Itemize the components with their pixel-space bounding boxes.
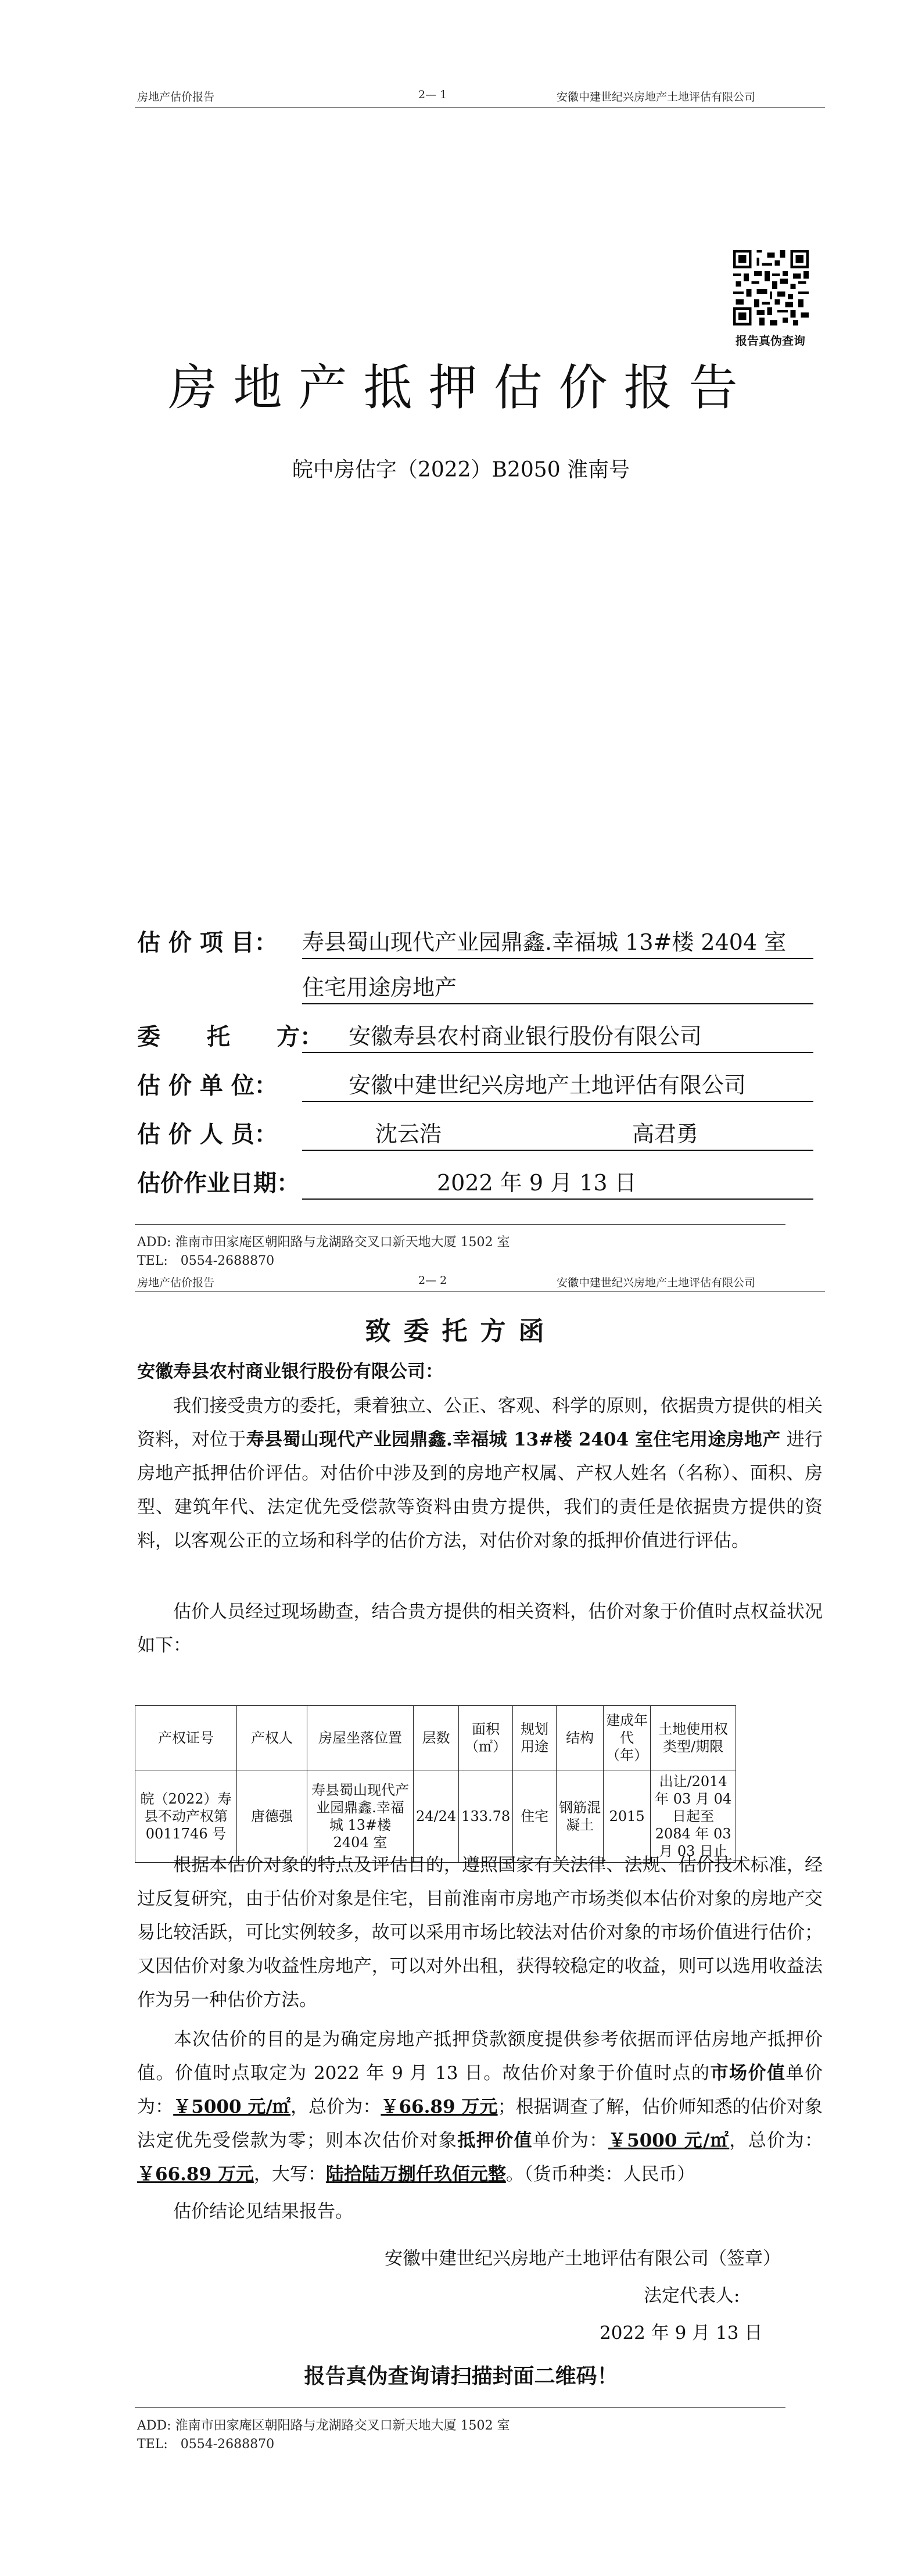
field-value-date: 2022 年 9 月 13 日 bbox=[437, 1170, 637, 1196]
page1-footer-rule bbox=[135, 1224, 785, 1225]
signature-legal-rep: 法定代表人: bbox=[644, 2285, 740, 2306]
underline-project-1 bbox=[302, 958, 813, 959]
p1-property-name: 寿县蜀山现代产业园鼎鑫.幸福城 13#楼 2404 室住宅用途房地产 bbox=[246, 1429, 781, 1450]
field-value-project-2: 住宅用途房地产 bbox=[302, 975, 457, 1000]
field-label-unit: 估 价 单 位： bbox=[137, 1072, 278, 1099]
table-header-cell: 面积（㎡） bbox=[459, 1706, 513, 1770]
page2-header-right: 安徽中建世纪兴房地产土地评估有限公司 bbox=[557, 1276, 756, 1289]
underline-client bbox=[302, 1052, 813, 1053]
table-cell: 唐德强 bbox=[237, 1770, 307, 1863]
underline-project-2 bbox=[302, 1003, 813, 1004]
report-title: 房地产抵押估价报告 bbox=[168, 359, 754, 416]
table-header-cell: 房屋坐落位置 bbox=[307, 1706, 414, 1770]
p4-text-k: ，总价为： bbox=[729, 2130, 823, 2151]
field-label-appraisers: 估 价 人 员： bbox=[137, 1121, 278, 1148]
page1-header-left: 房地产估价报告 bbox=[137, 91, 215, 103]
table-header-cell: 产权证号 bbox=[135, 1706, 237, 1770]
page2-header-page: 2— 2 bbox=[418, 1274, 447, 1287]
p4-text-c: 单价为： bbox=[137, 2063, 823, 2117]
table-header-cell: 建成年代（年） bbox=[604, 1706, 651, 1770]
p4-market-value-label: 市场价值 bbox=[710, 2063, 786, 2084]
field-label-project: 估 价 项 目： bbox=[137, 929, 278, 956]
field-label-client: 委 托 方： bbox=[137, 1023, 323, 1050]
field-value-project: 寿县蜀山现代产业园鼎鑫.幸福城 13#楼 2404 室 bbox=[302, 929, 787, 955]
page2-footer-tel: TEL: 0554-2688870 bbox=[137, 2437, 275, 2452]
table-header-cell: 土地使用权类型/期限 bbox=[651, 1706, 736, 1770]
p1-text-c: 进行房地产抵押估价评估。对估价中涉及到的房地产权属、产权人姓名（名称）、面积、房型、建筑年代、法定优先受偿款等资料由贵方提供，我们的责任是依据贵方提供的资料，以客观公正的立场和科学的估价方法，对估价对象的抵押价值进行评估。 bbox=[137, 1429, 823, 1551]
p4-mortgage-value-label: 抵押价值 bbox=[457, 2130, 533, 2151]
property-info-table bbox=[135, 1705, 736, 1863]
field-value-appraiser-2: 高君勇 bbox=[632, 1121, 699, 1147]
qr-code-icon bbox=[733, 250, 809, 325]
table-header-cell: 产权人 bbox=[237, 1706, 307, 1770]
letter-paragraph-3 bbox=[137, 1848, 823, 2017]
signature-company: 安徽中建世纪兴房地产土地评估有限公司（签章） bbox=[385, 2248, 781, 2269]
page2-footer-address: ADD: 淮南市田家庵区朝阳路与龙湖路交叉口新天地大厦 1502 室 bbox=[137, 2418, 510, 2433]
p4-text-e: ，总价为： bbox=[290, 2096, 381, 2117]
letter-addressee: 安徽寿县农村商业银行股份有限公司： bbox=[137, 1361, 443, 1382]
table-cell: 住宅 bbox=[513, 1770, 557, 1863]
letter-paragraph-4 bbox=[137, 2023, 823, 2191]
page1-footer-tel: TEL: 0554-2688870 bbox=[137, 1254, 275, 1268]
table-header-cell: 层数 bbox=[414, 1706, 459, 1770]
underline-unit bbox=[302, 1101, 813, 1102]
field-value-client: 安徽寿县农村商业银行股份有限公司 bbox=[349, 1024, 702, 1049]
field-value-appraiser-1: 沈云浩 bbox=[375, 1121, 442, 1147]
table-cell: 133.78 bbox=[459, 1770, 513, 1863]
p4-text-g: ；根据调查了解，估价师知悉的估价对象法定优先受偿款为零；则本次估价对象 bbox=[137, 2096, 823, 2151]
p4-mortgage-total-price: ￥66.89 万元 bbox=[137, 2164, 254, 2185]
letter-paragraph-1 bbox=[137, 1389, 823, 1558]
p2-text: 估价人员经过现场勘查，结合贵方提供的相关资料，估价对象于价值时点权益状况如下： bbox=[137, 1601, 823, 1656]
field-value-unit: 安徽中建世纪兴房地产土地评估有限公司 bbox=[349, 1072, 747, 1098]
p4-market-unit-price: ￥5000 元/㎡ bbox=[173, 2096, 290, 2117]
table-header-row bbox=[135, 1706, 736, 1770]
page1-footer-address: ADD: 淮南市田家庵区朝阳路与龙湖路交叉口新天地大厦 1502 室 bbox=[137, 1235, 510, 1250]
table-header-cell: 规划用途 bbox=[513, 1706, 557, 1770]
p5-text: 估价结论见结果报告。 bbox=[173, 2201, 353, 2222]
letter-title: 致委托方函 bbox=[365, 1316, 557, 1346]
page1-header-right: 安徽中建世纪兴房地产土地评估有限公司 bbox=[557, 91, 756, 103]
page2-header-rule bbox=[135, 1291, 825, 1292]
page1-header-page: 2— 1 bbox=[418, 88, 447, 101]
page2-header-left: 房地产估价报告 bbox=[137, 1276, 215, 1289]
page2-footer-rule bbox=[135, 2407, 785, 2408]
p1-text-a: 我们接受贵方的委托，秉着独立、公正、客观、科学的原则，依据贵方提供的相关资料，对位于 bbox=[137, 1396, 823, 1450]
signature-date: 2022 年 9 月 13 日 bbox=[600, 2323, 763, 2344]
table-header-cell: 结构 bbox=[557, 1706, 604, 1770]
field-label-date: 估价作业日期： bbox=[137, 1169, 300, 1197]
table-cell: 2015 bbox=[604, 1770, 651, 1863]
verification-note: 报告真伪查询请扫描封面二维码！ bbox=[304, 2364, 618, 2388]
underline-appraisers bbox=[302, 1150, 813, 1151]
p4-text-m: ，大写： bbox=[253, 2164, 326, 2185]
p4-text-i: 单价为： bbox=[533, 2130, 608, 2151]
qr-caption: 报告真伪查询 bbox=[736, 334, 805, 348]
p4-mortgage-unit-price: ￥5000 元/㎡ bbox=[608, 2130, 730, 2151]
table-cell: 寿县蜀山现代产业园鼎鑫.幸福城 13#楼 2404 室 bbox=[307, 1770, 414, 1863]
report-number: 皖中房估字（2022）B2050 淮南号 bbox=[292, 458, 630, 482]
page1-header-rule bbox=[135, 107, 825, 108]
p4-amount-in-words: 陆拾陆万捌仟玖佰元整 bbox=[325, 2164, 506, 2185]
letter-paragraph-2 bbox=[137, 1595, 823, 1662]
p4-text-a: 本次估价的目的是为确定房地产抵押贷款额度提供参考依据而评估房地产抵押价值。价值时点取定为 2022 年 9 月 13 日。故估价对象于价值时点的 bbox=[137, 2029, 823, 2084]
p3-text: 根据本估价对象的特点及评估目的，遵照国家有关法律、法规、估价技术标准，经过反复研究，由于估价对象是住宅，目前淮南市房地产市场类似本估价对象的房地产交易比较活跃，可比实例较多，故可以采用市场比较法对估价对象的市场价值进行估价；又因估价对象为收益性房地产，可以对外出租，获得较稳定的收益，则可以选用收益法作为另一种估价方法。 bbox=[137, 1855, 823, 2010]
table-cell: 24/24 bbox=[414, 1770, 459, 1863]
p4-text-o: 。（货币种类：人民币） bbox=[505, 2164, 695, 2185]
table-cell: 出让/2014 年 03 月 04 日起至 2084 年 03 月 03 日止 bbox=[651, 1770, 736, 1863]
table-cell: 钢筋混凝土 bbox=[557, 1770, 604, 1863]
letter-paragraph-5 bbox=[137, 2195, 823, 2228]
p4-market-total-price: ￥66.89 万元 bbox=[381, 2096, 498, 2117]
underline-date bbox=[302, 1198, 813, 1200]
table-cell: 皖（2022）寿县不动产权第 0011746 号 bbox=[135, 1770, 237, 1863]
